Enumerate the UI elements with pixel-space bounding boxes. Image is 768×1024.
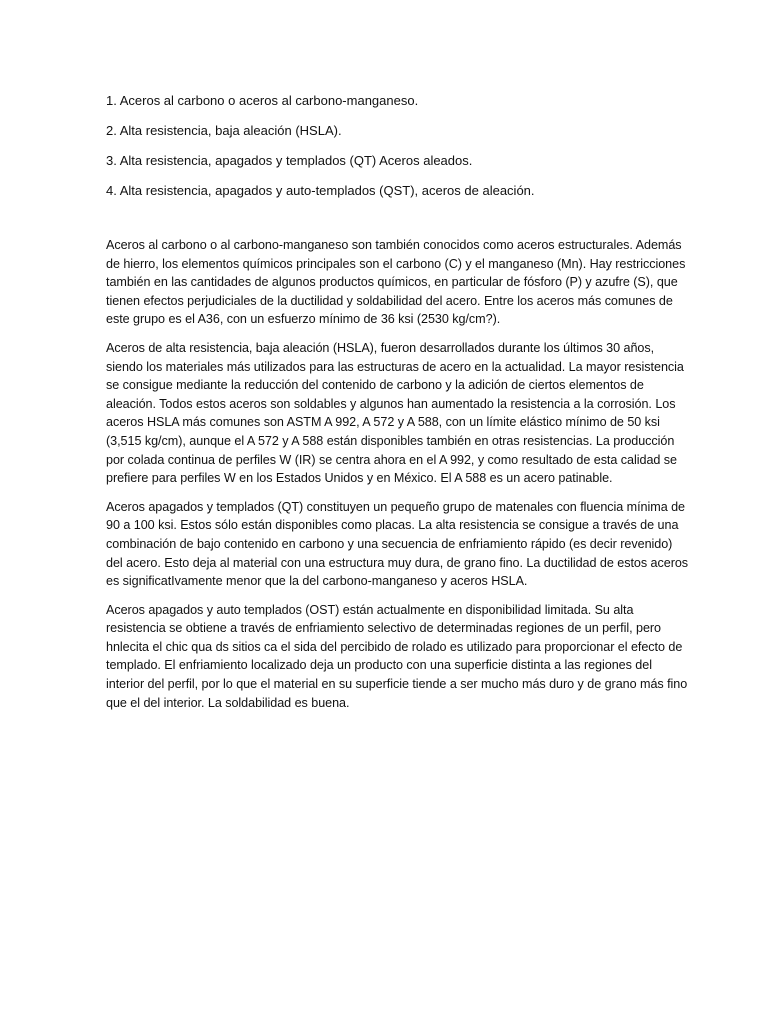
paragraph-hsla-steel: Aceros de alta resistencia, baja aleación (HSLA), fueron desarrollados durante los últimos 30 años, siendo los materiales más utilizados para las estructuras de acero en la actualidad. La mayor resistencia se consigue mediante la reducción del contenido de carbono y la adición de ciertos elementos de aleación. Todos estos aceros son soldables y algunos han aumentado la resistencia a la corrosión. Los aceros HSLA más comunes son ASTM A 992, A 572 y A 588, con un límite elástico mínimo de 50 ksi (3,515 kg/cm), aunque el A 572 y A 588 están disponibles también en otras resistencias. La producción por colada continua de perfiles W (IR) se centra ahora en el A 992, y como resultado de esta calidad se prefiere para perfiles W en los Estados Unidos y en México. El A 588 es un acero patinable.: [106, 340, 684, 486]
list-item: 4. Alta resistencia, apagados y auto-templados (QST), aceros de aleación.: [106, 183, 535, 198]
list-item: 1. Aceros al carbono o aceros al carbono-manganeso.: [106, 93, 419, 108]
list-item: 3. Alta resistencia, apagados y templados (QT) Aceros aleados.: [106, 153, 473, 168]
paragraph-qt-steel: Aceros apagados y templados (QT) constituyen un pequeño grupo de matenales con fluencia mínima de 90 a 100 ksi. Estos sólo están disponibles como placas. La alta resistencia se consigue a través de una combinación de bajo contenido en carbono y una secuencia de enfriamiento rápido (es decir revenido) del acero. Esto deja al material con una estructura muy dura, de grano fino. La ductilidad de estos aceros es significatIvamente menor que la del carbono-manganeso y aceros HSLA.: [106, 499, 689, 589]
list-item: 2. Alta resistencia, baja aleación (HSLA).: [106, 123, 342, 138]
body-text: [106, 236, 692, 722]
steel-types-list: [106, 92, 706, 212]
paragraph-qst-steel: Aceros apagados y auto templados (OST) están actualmente en disponibilidad limitada. Su alta resistencia se obtiene a través de enfriamiento selectivo de determinadas regiones de un perfil, pero hnlecita el chic qua ds sitios ca el sida del percibido de rolado es utilizado para proporcionar el efecto de templado. El enfriamiento localizado deja un producto con una superficie distinta a las regiones del interior del perfil, por lo que el material en su superficie tiende a ser mucho más duro y de grano más fino que el del interior. La soldabilidad es buena.: [106, 602, 688, 710]
paragraph-carbon-steel: Aceros al carbono o al carbono-manganeso son también conocidos como aceros estructurales. Además de hierro, los elementos químicos principales son el carbono (C) y el manganeso (Mn). Hay restricciones también en las cantidades de algunos productos químicos, en particular de fósforo (P) y azufre (S), que tienen efectos perjudiciales de la ductilidad y soldabilidad del acero. Entre los aceros más comunes de este grupo es el A36, con un esfuerzo mínimo de 36 ksi (2530 kg/cm?).: [106, 238, 686, 327]
